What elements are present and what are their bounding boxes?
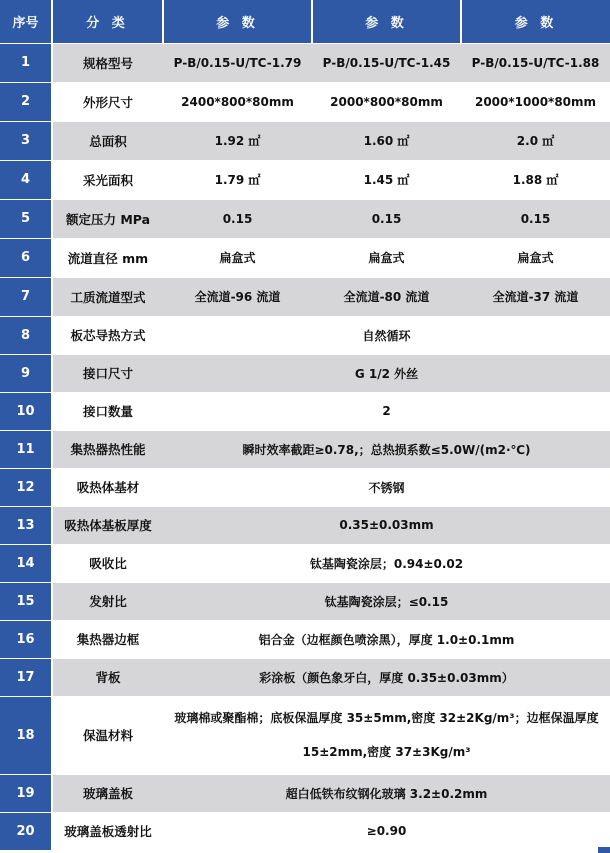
- table-row: [0, 468, 610, 506]
- row-index: 4: [0, 160, 52, 199]
- row-index: 17: [0, 658, 52, 696]
- row-category: 板芯导热方式: [52, 316, 163, 354]
- row-value: 0.15: [163, 199, 312, 238]
- table-row: [0, 199, 610, 238]
- row-index: 15: [0, 582, 52, 620]
- row-category: 采光面积: [52, 160, 163, 199]
- row-category: 工质流道型式: [52, 277, 163, 316]
- row-index: 6: [0, 238, 52, 277]
- row-index: 7: [0, 277, 52, 316]
- row-value: 扁盒式: [461, 238, 610, 277]
- row-category: 玻璃盖板透射比: [52, 812, 163, 850]
- row-value: 超白低铁布纹钢化玻璃 3.2±0.2mm: [163, 774, 610, 812]
- table-row: [0, 43, 610, 82]
- corner-decoration: [598, 847, 610, 853]
- row-value: 扁盒式: [312, 238, 461, 277]
- header-param-2: 参 数: [312, 0, 461, 43]
- table-row: [0, 696, 610, 774]
- table-row: [0, 620, 610, 658]
- row-value: 全流道-96 流道: [163, 277, 312, 316]
- row-value: 不锈钢: [163, 468, 610, 506]
- table-row: [0, 812, 610, 850]
- row-value: P-B/0.15-U/TC-1.88: [461, 43, 610, 82]
- table-row: [0, 121, 610, 160]
- row-value: ≥0.90: [163, 812, 610, 850]
- row-value: 玻璃棉或聚酯棉；底板保温厚度 35±5mm,密度 32±2Kg/m³；边框保温厚度 15±2mm,密度 37±3Kg/m³: [163, 696, 610, 774]
- row-category: 额定压力 MPa: [52, 199, 163, 238]
- row-value: 瞬时效率截距≥0.78,；总热损系数≤5.0W/(m2·℃): [163, 430, 610, 468]
- row-index: 1: [0, 43, 52, 82]
- table-row: [0, 316, 610, 354]
- row-category: 流道直径 mm: [52, 238, 163, 277]
- row-category: 集热器边框: [52, 620, 163, 658]
- table-row: [0, 238, 610, 277]
- row-category: 玻璃盖板: [52, 774, 163, 812]
- table-row: [0, 582, 610, 620]
- row-index: 19: [0, 774, 52, 812]
- row-value: P-B/0.15-U/TC-1.45: [312, 43, 461, 82]
- row-value: 钛基陶瓷涂层；0.94±0.02: [163, 544, 610, 582]
- row-index: 13: [0, 506, 52, 544]
- table-row: [0, 160, 610, 199]
- table-row: [0, 430, 610, 468]
- row-category: 背板: [52, 658, 163, 696]
- row-index: 3: [0, 121, 52, 160]
- row-value: G 1/2 外丝: [163, 354, 610, 392]
- row-category: 总面积: [52, 121, 163, 160]
- table-row: [0, 774, 610, 812]
- row-value: 0.35±0.03mm: [163, 506, 610, 544]
- table-header-row: [0, 0, 610, 43]
- row-category: 接口尺寸: [52, 354, 163, 392]
- row-category: 吸热体基板厚度: [52, 506, 163, 544]
- row-value: 2000*800*80mm: [312, 82, 461, 121]
- row-index: 18: [0, 696, 52, 774]
- row-index: 12: [0, 468, 52, 506]
- row-value: 1.88 ㎡: [461, 160, 610, 199]
- row-index: 2: [0, 82, 52, 121]
- table-row: [0, 544, 610, 582]
- table-row: [0, 354, 610, 392]
- row-category: 规格型号: [52, 43, 163, 82]
- row-category: 集热器热性能: [52, 430, 163, 468]
- table-row: [0, 658, 610, 696]
- row-value: 2400*800*80mm: [163, 82, 312, 121]
- row-category: 发射比: [52, 582, 163, 620]
- row-index: 11: [0, 430, 52, 468]
- table-row: [0, 82, 610, 121]
- row-value: 1.60 ㎡: [312, 121, 461, 160]
- row-value: 2000*1000*80mm: [461, 82, 610, 121]
- row-index: 20: [0, 812, 52, 850]
- row-value: 自然循环: [163, 316, 610, 354]
- row-category: 接口数量: [52, 392, 163, 430]
- row-value: P-B/0.15-U/TC-1.79: [163, 43, 312, 82]
- row-index: 5: [0, 199, 52, 238]
- header-index: 序号: [0, 0, 52, 43]
- row-index: 10: [0, 392, 52, 430]
- row-value: 1.45 ㎡: [312, 160, 461, 199]
- row-value: 2: [163, 392, 610, 430]
- row-index: 9: [0, 354, 52, 392]
- row-value: 1.92 ㎡: [163, 121, 312, 160]
- row-value: 1.79 ㎡: [163, 160, 312, 199]
- row-index: 16: [0, 620, 52, 658]
- header-param-1: 参 数: [163, 0, 312, 43]
- header-param-3: 参 数: [461, 0, 610, 43]
- table-row: [0, 506, 610, 544]
- row-value: 扁盒式: [163, 238, 312, 277]
- row-category: 吸收比: [52, 544, 163, 582]
- row-value: 2.0 ㎡: [461, 121, 610, 160]
- row-value: 钛基陶瓷涂层；≤0.15: [163, 582, 610, 620]
- table-row: [0, 392, 610, 430]
- row-value: 全流道-80 流道: [312, 277, 461, 316]
- row-value: 铝合金（边框颜色喷涂黑），厚度 1.0±0.1mm: [163, 620, 610, 658]
- row-value: 全流道-37 流道: [461, 277, 610, 316]
- row-category: 吸热体基材: [52, 468, 163, 506]
- row-index: 8: [0, 316, 52, 354]
- row-value: 0.15: [461, 199, 610, 238]
- row-index: 14: [0, 544, 52, 582]
- row-value: 0.15: [312, 199, 461, 238]
- table-row: [0, 277, 610, 316]
- row-value: 彩涂板（颜色象牙白，厚度 0.35±0.03mm）: [163, 658, 610, 696]
- header-category: 分 类: [52, 0, 163, 43]
- row-category: 外形尺寸: [52, 82, 163, 121]
- row-category: 保温材料: [52, 696, 163, 774]
